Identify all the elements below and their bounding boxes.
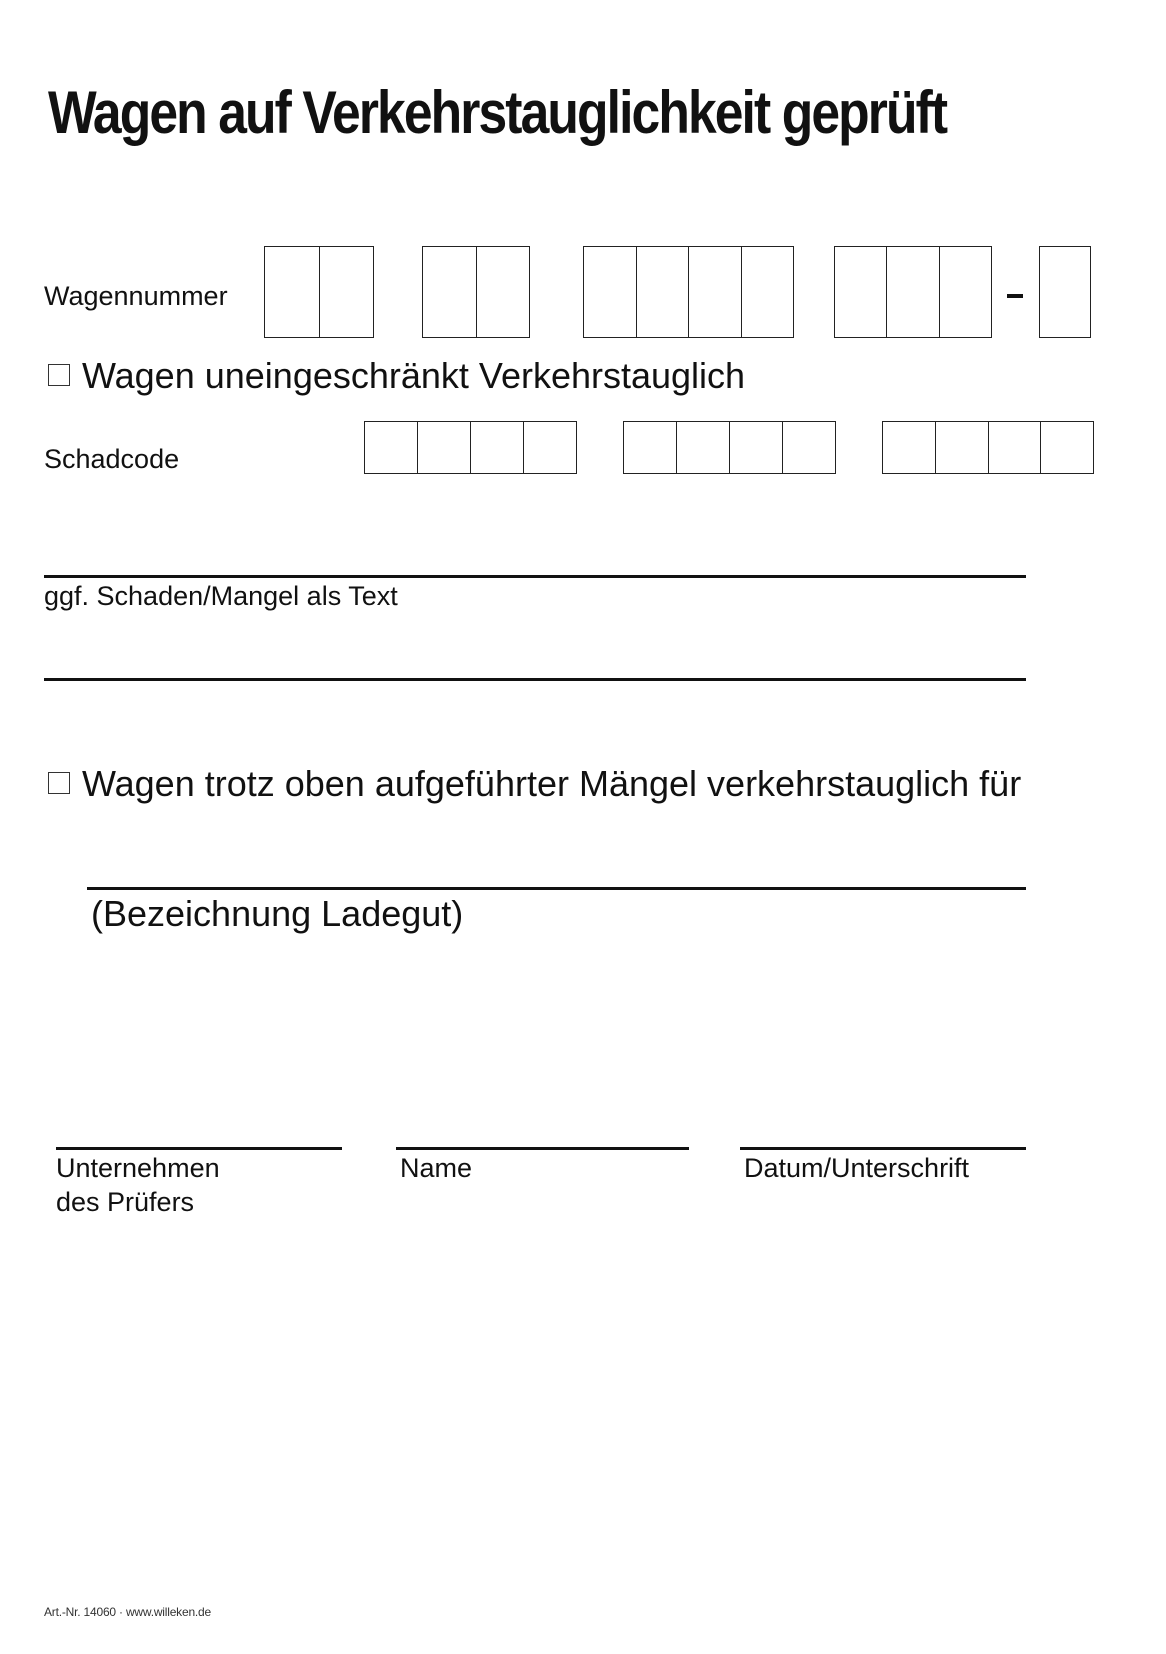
schadcode-group-1 xyxy=(364,421,577,474)
schadcode-digit-input[interactable] xyxy=(471,422,524,473)
schadcode-group-2 xyxy=(623,421,836,474)
wagennummer-group-4 xyxy=(834,246,992,338)
wagennummer-group-3 xyxy=(583,246,794,338)
schadcode-digit-input[interactable] xyxy=(418,422,471,473)
wagennummer-digit-input[interactable] xyxy=(265,247,320,337)
company-label-line2: des Prüfers xyxy=(56,1187,195,1217)
schadcode-digit-input[interactable] xyxy=(677,422,730,473)
wagennummer-digit-input[interactable] xyxy=(940,247,991,337)
schadcode-digit-input[interactable] xyxy=(989,422,1042,473)
schadcode-digit-input[interactable] xyxy=(730,422,783,473)
wagennummer-group-1 xyxy=(264,246,374,338)
unrestricted-label: Wagen uneingeschränkt Verkehrstauglich xyxy=(82,355,746,396)
schadcode-digit-input[interactable] xyxy=(936,422,989,473)
schadcode-group-3 xyxy=(882,421,1094,474)
schadcode-digit-input[interactable] xyxy=(624,422,677,473)
schadcode-digit-input[interactable] xyxy=(783,422,835,473)
despite-defects-checkbox[interactable] xyxy=(48,772,70,794)
wagennummer-digit-input[interactable] xyxy=(477,247,530,337)
cargo-line[interactable] xyxy=(87,887,1026,890)
damage-text-label: ggf. Schaden/Mangel als Text xyxy=(44,581,398,611)
company-signature-line[interactable] xyxy=(56,1147,342,1150)
wagennummer-digit-input[interactable] xyxy=(584,247,637,337)
unrestricted-checkbox[interactable] xyxy=(48,364,70,386)
name-label: Name xyxy=(400,1153,473,1183)
wagennummer-digit-input[interactable] xyxy=(887,247,939,337)
company-label-line1: Unternehmen xyxy=(56,1153,220,1183)
damage-text-line-2[interactable] xyxy=(44,678,1026,681)
footer-article-number: Art.-Nr. 14060 · www.willeken.de xyxy=(44,1605,212,1619)
name-signature-line[interactable] xyxy=(396,1147,689,1150)
schadcode-digit-input[interactable] xyxy=(883,422,936,473)
despite-defects-label: Wagen trotz oben aufgeführter Mängel verkehrstauglich für xyxy=(82,763,1022,804)
schadcode-digit-input[interactable] xyxy=(365,422,418,473)
schadcode-digit-input[interactable] xyxy=(524,422,576,473)
page-title: Wagen auf Verkehrstauglichkeit geprüft xyxy=(48,79,947,146)
wagennummer-label: Wagennummer xyxy=(44,281,228,311)
wagennummer-group-2 xyxy=(422,246,530,338)
wagennummer-digit-input[interactable] xyxy=(637,247,690,337)
damage-text-line-1[interactable] xyxy=(44,575,1026,578)
wagennummer-digit-input[interactable] xyxy=(689,247,742,337)
wagennummer-digit-input[interactable] xyxy=(320,247,374,337)
schadcode-digit-input[interactable] xyxy=(1041,422,1093,473)
wagennummer-digit-input[interactable] xyxy=(742,247,794,337)
wagennummer-check-digit xyxy=(1039,246,1091,338)
schadcode-label: Schadcode xyxy=(44,444,180,474)
check-digit-dash xyxy=(1007,294,1023,298)
date-signature-label: Datum/Unterschrift xyxy=(744,1153,970,1183)
wagennummer-digit-input[interactable] xyxy=(835,247,887,337)
date-signature-line[interactable] xyxy=(740,1147,1026,1150)
check-digit-input[interactable] xyxy=(1040,247,1090,337)
wagennummer-digit-input[interactable] xyxy=(423,247,477,337)
cargo-label: (Bezeichnung Ladegut) xyxy=(91,893,464,934)
